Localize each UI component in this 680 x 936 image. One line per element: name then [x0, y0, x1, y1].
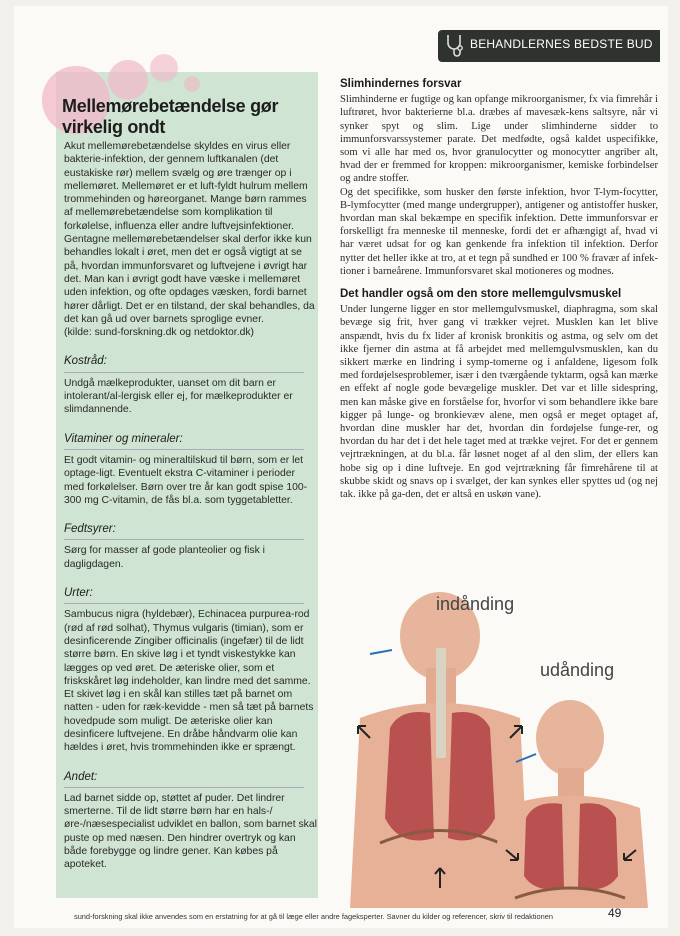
section-text-vitamins: Et godt vitamin- og mineraltilskud til børn, som er let optage-ligt. Eventuelt ekstra C-vitaminer i perioder med forkølelser. Børn over tre år kan godt spise 100-300 mg C-vitamin, de fås bl.a. som tyggetabletter. [64, 454, 308, 506]
paragraph-mucosa-2: Og det specifikke, som husker den første infektion, hvor T-lym-focytter, B-lymfocytter (med mange undergrupper), antigener og antistoffer husker, hvordan man skal bekæmpe en specifik infektion. Dette immunforsvar er forskelligt fra menneske til menneske, fordi det er afhængigt af, hvad vi har været udsat for og kan genkende fra infektion til infektion. Derfor nytter det heller ikke at tro, at et tegn på sundhed er 100 % fravær af infek-tioner i barneårene. Immunforsvaret skal motioneres og modnes. [340, 186, 658, 277]
heading-mucosa-defense: Slimhindernes forsvar [340, 78, 462, 90]
section-title: BEHANDLERNES BEDSTE BUD [470, 37, 653, 51]
paragraph-diaphragm: Under lungerne ligger en stor mellemgulvsmuskel, diaphragma, som skal bevæge sig frit, hver gang vi trækker vejret. Musklen kan let blive anspændt, hvis du fx lider af kronisk bronkitis og astma, og selv om det ikke fjerner din astma at få arbejdet med mellemgulvsmusklen, kan du sikkert mærke en lindring i symp-tomerne og i anfaldene, ligesom folk med fordøjelsesproblemer, især i den tværgående tyktarm, også kan mærke en effekt af nogle gode bevægelige muskler. Det var et lille sidespring, men kan måske give en forståelse for, hvorfor vi som behandlere ikke bare kigger på lunge- og bronkievæv alene, men også er meget optaget af, hvordan dine muskler har det, hvordan din fordøjelse funge-rer, og hvordan du har det i det hele taget med at trække vejret. For det er gennem vejrtrækningen, at du bl.a. får løsnet noget af al den slim, der ellers kan hobe sig op i dine luftveje. En god vejrtrækning får fimrehårene til at skubbe skidt og snavs op i svælget, der kan synkes eller spyttes ud (og nej tak. ikke på ga-den, det er altså en uskøn vane). [340, 304, 658, 501]
section-text-fatty-acids: Sørg for masser af gode planteolier og fisk i dagligdagen. [64, 545, 265, 570]
footer-disclaimer: sund-forskning skal ikke anvendes som en erstatning for at gå til læge eller andre fageksperter. Savner du kilder og referencer, skriv til redaktionen [74, 912, 554, 921]
label-inhalation: indånding [436, 594, 515, 614]
page-number: 49 [608, 906, 622, 920]
heading-diaphragm: Det handler også om den store mellemgulvsmuskel [340, 288, 622, 301]
section-ribbon [438, 30, 660, 62]
main-article [340, 78, 658, 501]
sidebar-intro: Akut mellemørebetændelse skyldes en virus eller bakterie-infektion, der gennem luftkanalen (det eustakiske rør) mellem svælg og øre trænger op i mellemøret. Mellemøret er et luft-fyldt hulrum mellem trommehinden og høreorganet. Mange børn rammes af mellemørebetændelse som komplikation til forkølelse, influenza eller andre luftvejsinfektioner. Gentagne mellemørebetændelser skal derfor ikke kun behandles lokalt i øret, men det er også vigtigt at se på, hvordan immunforsvaret og luftvejene i øvrigt har det. Man kan i øvrigt godt have væske i mellemøret uden infektion, og ofte opdages væsken, fordi barnet hører dårligt. Det er en tilstand, der skal behandles, da det kan gå ud over barnets sproglige evner. [64, 141, 315, 325]
sidebar-title: Mellemørebetændelse gør virkelig ondt [62, 96, 279, 137]
section-text-diet: Undgå mælkeprodukter, uanset om dit barn er intolerant/al-lergisk eller ej, for mælkeprodukter er slimdannende. [64, 377, 293, 416]
stethoscope-icon [442, 32, 468, 58]
section-title-vitamins: Vitaminer og mineraler: [64, 433, 304, 450]
sidebar-source: (kilde: sund-forskning.dk og netdoktor.dk) [64, 327, 255, 339]
section-title-diet: Kostråd: [64, 355, 304, 372]
paragraph-mucosa-1: Slimhinderne er fugtige og kan opfange mikroorganismer, fx via fimrehår i luftrøret, hvor bakterierne bl.a. dræbes af mavesæk-kens saltsyre, når vi synker spyt og slim. Lige under slimhinderne sidder to immunforsvarssystemer parate. Det medfødte, også kaldet uspecifikke, som vi alle har med os, hvor granulocytter og monocytter angriber alt, hvad der er fremmed for kroppen: mikroorganismer, kemiske forbindelser og andre stoffer. [340, 94, 658, 185]
section-title-other: Andet: [64, 771, 304, 788]
section-title-fatty-acids: Fedtsyrer: [64, 523, 304, 540]
label-exhalation: udånding [540, 660, 615, 680]
breathing-illustration [330, 588, 660, 908]
sidebar-content [60, 96, 318, 872]
section-text-other: Lad barnet sidde op, støttet af puder. Det lindrer smerterne. Til de lidt større børn har en hals-/øre-/næsespecialist udviklet en ballon, som barnet skal puste op med næsen. Den hindrer overtryk og kan både forebygge og lindre gener. Kan købes på apoteket. [64, 792, 317, 871]
section-text-herbs: Sambucus nigra (hyldebær), Echinacea purpurea-rod (rød af rød solhat), Thymus vulgaris (timian), som er desinficerende Zingiber officinalis (ingefær) til de lidt større børn. En skive løg i et tyndt viskestykke kan lægges op ved øret. De æteriske olier, som et friskskåret løg indeholder, kan lindre med det samme. Et skivet løg i en skål kan stilles tæt på barnet om natten - uden for ræk-kevidde - men så tæt på barnets hovedpude som muligt. De æteriske olier kan desinficere luftvejene. En dråbe håndvarm olie kan hældes i øret, hvis trommehinden ikke er sprængt. [64, 609, 314, 754]
section-title-herbs: Urter: [64, 587, 304, 604]
